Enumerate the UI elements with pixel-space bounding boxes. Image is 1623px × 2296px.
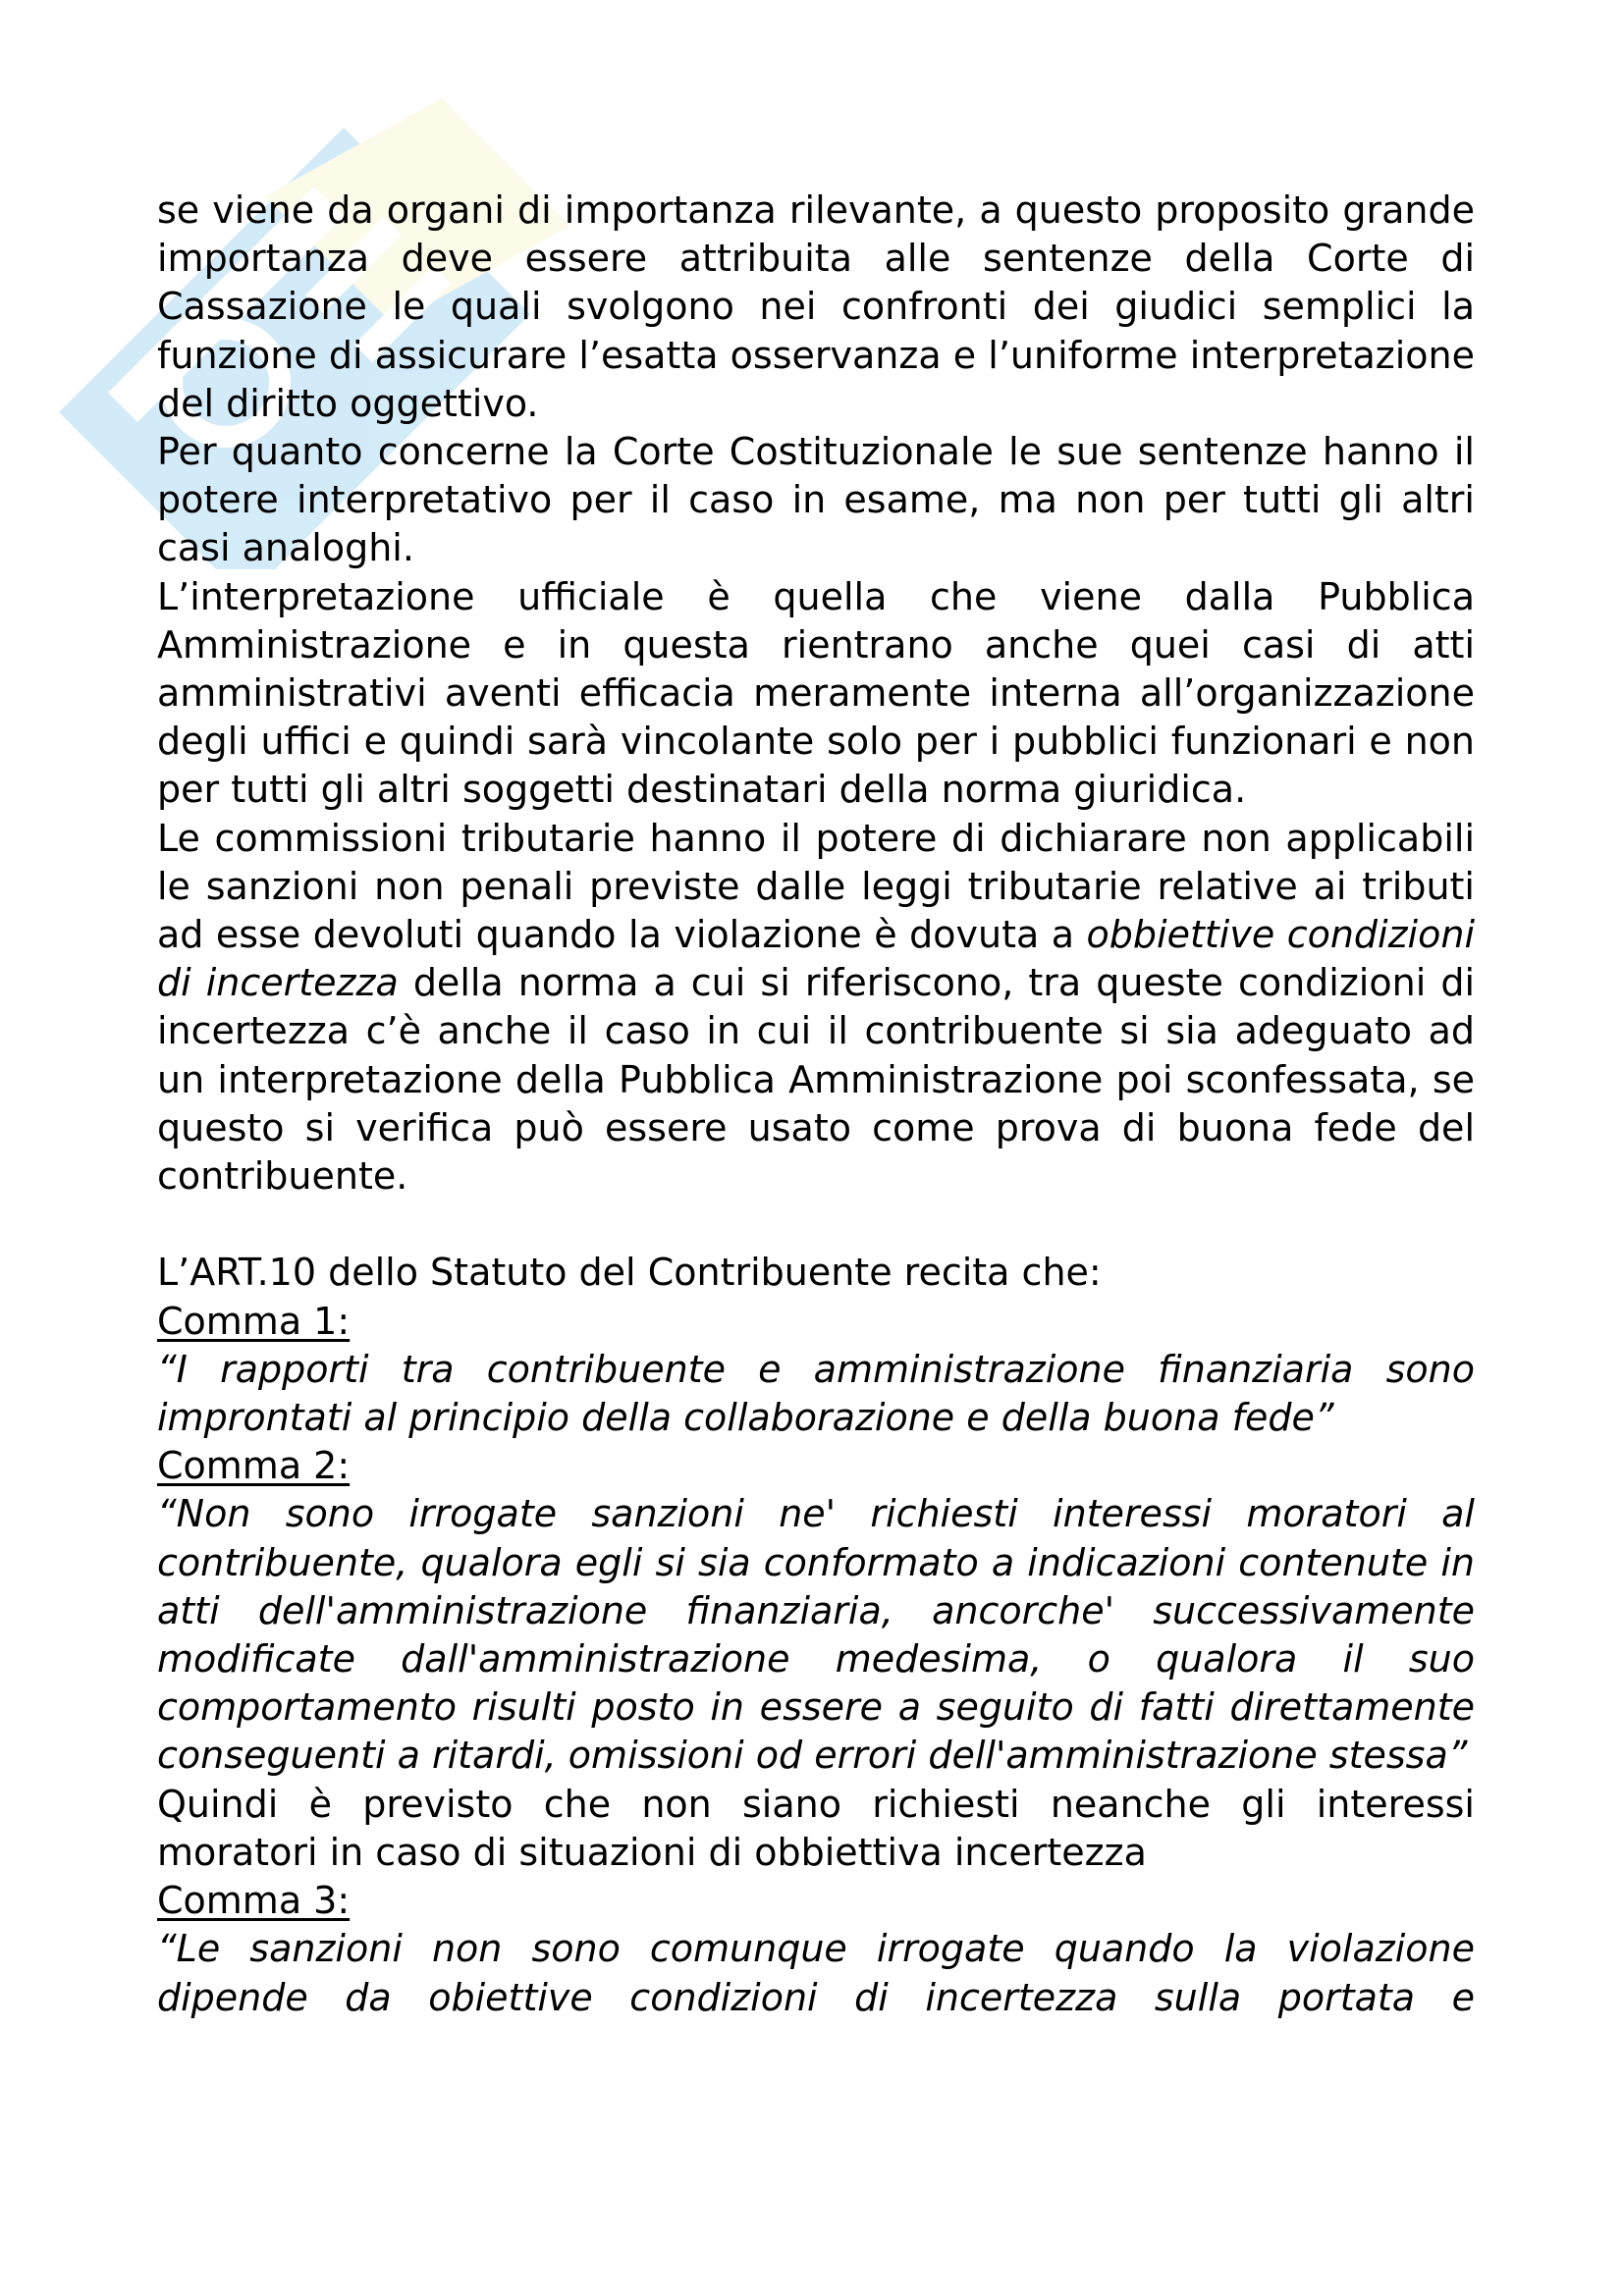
paragraph-corte-cassazione: se viene da organi di importanza rilevante, a questo proposito grande importanza deve essere attribuita alle sentenze della Corte di Cassazione le quali svolgono nei confronti dei giudici semplici la funzione di assicurare l’esatta osservanza e l’uniforme interpretazione del diritto oggettivo. — [157, 188, 1475, 425]
comma-3-heading: Comma 3: — [157, 1879, 351, 1923]
comma-2-quote: “Non sono irrogate sanzioni ne' richiesti interessi moratori al contribuente, qualora egli si sia conformato a indicazioni contenute in atti dell'amministrazione finanziaria, ancorche' successivamente modificate dall'amministrazione medesima, o qualora il suo comportamento risulti posto in essere a seguito di fatti direttamente conseguenti a ritardi, omissioni od errori dell'amministrazione stessa” — [157, 1492, 1475, 1778]
paragraph-interpretazione-ufficiale: L’interpretazione ufficiale è quella che viene dalla Pubblica Amministrazione e in questa rientrano anche quei casi di atti amministrativi aventi efficacia meramente interna all’organizzazione degli uffici e quindi sarà vincolante solo per i pubblici funzionari e non per tutti gli altri soggetti destinatari della norma giuridica. — [157, 574, 1475, 812]
paragraph-commissioni-start: Le commissioni tributarie hanno il potere di dichiarare non applicabili le sanzioni non penali previste dalle leggi tributarie relative ai tributi ad esse devoluti quando la violazione è dovuta a — [157, 816, 1475, 957]
comma-1-heading: Comma 1: — [157, 1299, 351, 1343]
paragraph-corte-costituzionale: Per quanto concerne la Corte Costituzionale le sue sentenze hanno il potere interpretativo per il caso in esame, ma non per tutti gli altri casi analoghi. — [157, 430, 1475, 570]
paragraph-quindi: Quindi è previsto che non siano richiesti neanche gli interessi moratori in caso di situazioni di obbiettiva incertezza — [157, 1782, 1475, 1874]
blank-line — [157, 1201, 1475, 1249]
comma-3-quote: “Le sanzioni non sono comunque irrogate quando la violazione dipende da obiettive condizioni di incertezza sulla portata e — [157, 1927, 1475, 2019]
document-page — [157, 187, 1475, 2022]
comma-1-quote: “I rapporti tra contribuente e amministrazione finanziaria sono improntati al principio della collaborazione e della buona fede” — [157, 1347, 1475, 1440]
paragraph-commissioni-end: della norma a cui si riferiscono, tra queste condizioni di incertezza c’è anche il caso in cui il contribuente si sia adeguato ad un interpretazione della Pubblica Amministrazione poi sconfessata, se questo si verifica può essere usato come prova di buona fede del contribuente. — [157, 961, 1475, 1199]
paragraph-commissioni-tributarie — [157, 815, 1475, 1201]
emphasis-obbiettive-condizioni: obbiettive condizioni di incertezza — [157, 913, 1475, 1005]
art10-intro: L’ART.10 dello Statuto del Contribuente recita che: — [157, 1251, 1102, 1295]
comma-2-heading: Comma 2: — [157, 1444, 351, 1488]
